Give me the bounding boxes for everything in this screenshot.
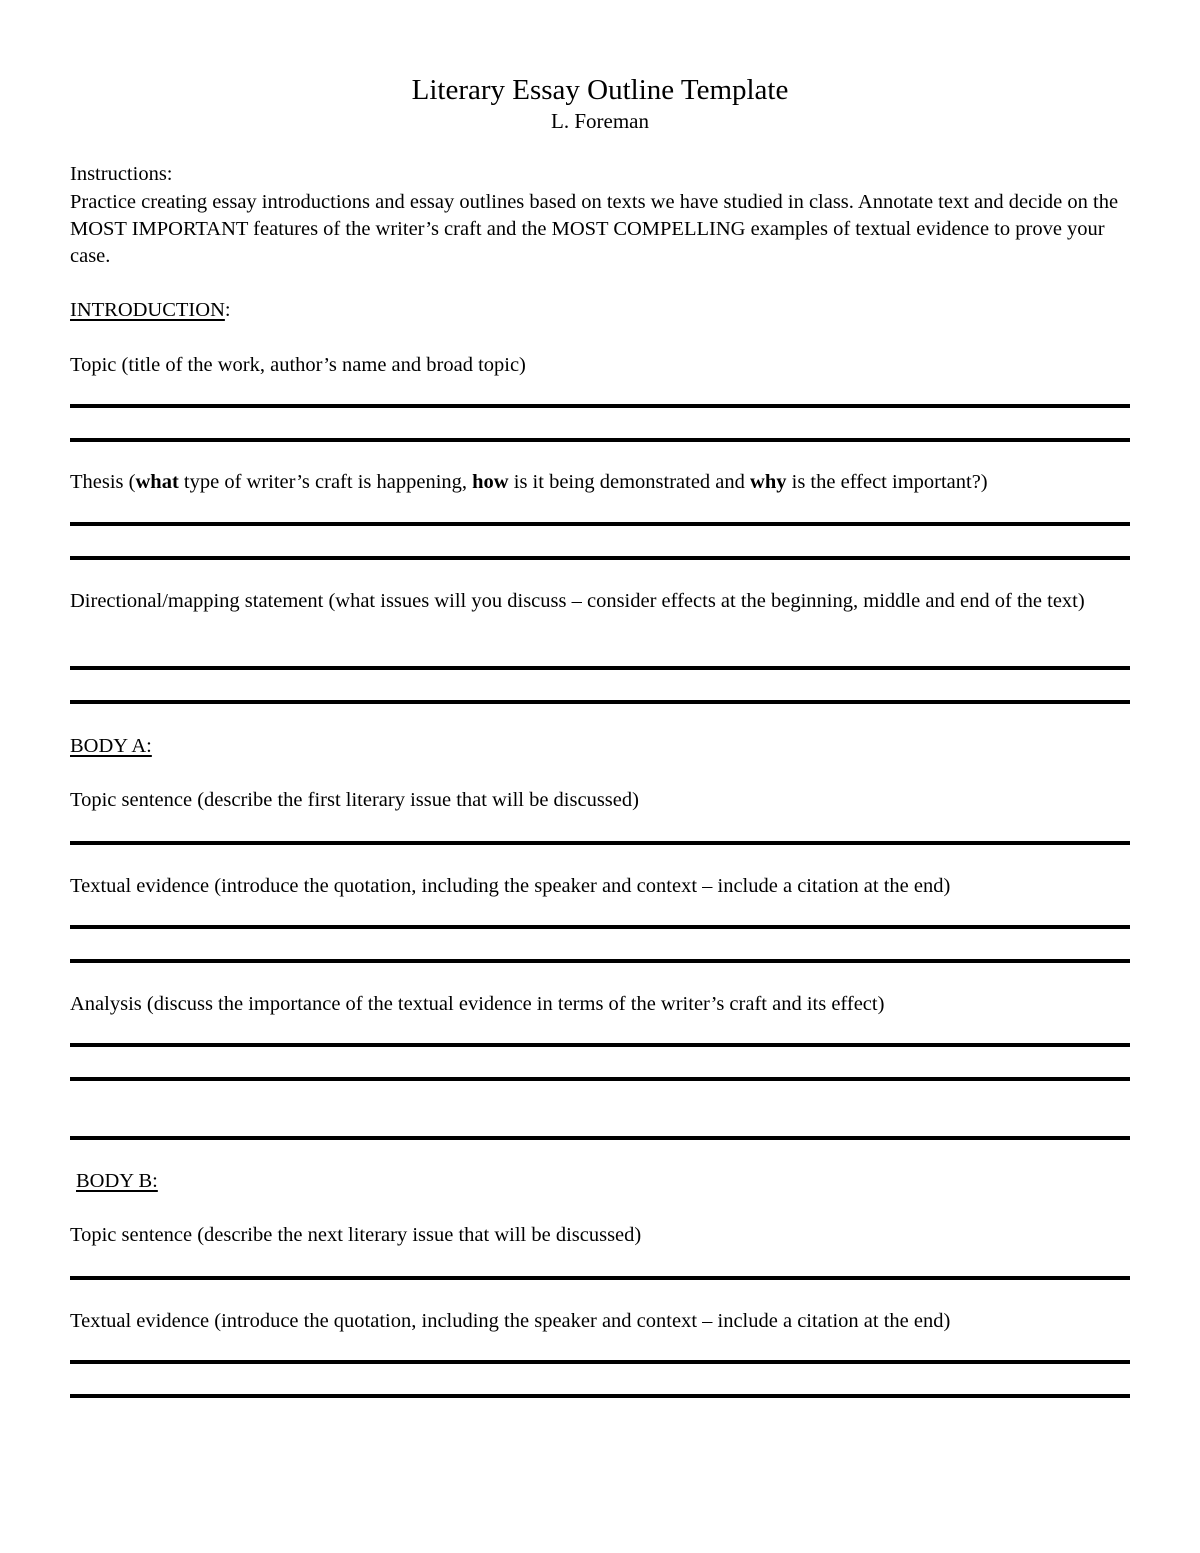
body-a-analysis-prompt: Analysis (discuss the importance of the textual evidence in terms of the writer’s craft and its effect): [70, 993, 885, 1015]
thesis-why: why: [750, 471, 787, 493]
thesis-part2: is it being demonstrated and: [508, 471, 751, 493]
directional-prompt: Directional/mapping statement (what issues will you discuss – consider effects at the beginning, middle and end of the text): [70, 590, 1085, 612]
body-a-evidence-answer-line-2[interactable]: [70, 959, 1130, 963]
introduction-heading-colon: :: [224, 299, 231, 321]
body-b-heading: BODY B:: [76, 1170, 158, 1192]
thesis-how: how: [472, 471, 509, 493]
body-a-analysis-answer-line-1[interactable]: [70, 1043, 1130, 1047]
page-title: Literary Essay Outline Template: [411, 74, 789, 106]
introduction-heading: [70, 297, 231, 324]
thesis-open: Thesis (: [70, 471, 136, 493]
instructions-label: Instructions:: [70, 163, 173, 185]
topic-answer-line-1[interactable]: [70, 404, 1130, 408]
body-b-evidence-answer-line-2[interactable]: [70, 1394, 1130, 1398]
body-a-analysis-answer-line-3[interactable]: [70, 1136, 1130, 1140]
body-a-topic-prompt: Topic sentence (describe the first literary issue that will be discussed): [70, 789, 639, 811]
topic-prompt: Topic (title of the work, author’s name and broad topic): [70, 354, 526, 376]
introduction-heading-label: INTRODUCTION: [70, 299, 225, 321]
directional-answer-line-2[interactable]: [70, 700, 1130, 704]
body-b-evidence-prompt: Textual evidence (introduce the quotation, including the speaker and context – include a citation at the end): [70, 1310, 951, 1332]
body-a-analysis-answer-line-2[interactable]: [70, 1077, 1130, 1081]
thesis-part3: is the effect important?): [786, 471, 988, 493]
author-name: L. Foreman: [551, 109, 649, 133]
instructions-text: Practice creating essay introductions and essay outlines based on texts we have studied in class. Annotate text and decide on the MOST IMPORTANT features of the writer’s craft and the MOST COMPELLING examples of textual evidence to prove your case.: [70, 191, 1119, 267]
body-b-topic-answer-line[interactable]: [70, 1276, 1130, 1280]
body-a-topic-answer-line[interactable]: [70, 841, 1130, 845]
body-a-evidence-prompt: Textual evidence (introduce the quotation, including the speaker and context – include a citation at the end): [70, 875, 951, 897]
body-a-evidence-answer-line-1[interactable]: [70, 925, 1130, 929]
thesis-answer-line-1[interactable]: [70, 522, 1130, 526]
thesis-prompt: [70, 469, 988, 496]
thesis-answer-line-2[interactable]: [70, 556, 1130, 560]
directional-answer-line-1[interactable]: [70, 666, 1130, 670]
body-b-topic-prompt: Topic sentence (describe the next literary issue that will be discussed): [70, 1224, 642, 1246]
topic-answer-line-2[interactable]: [70, 438, 1130, 442]
thesis-what: what: [135, 471, 179, 493]
thesis-part1: type of writer’s craft is happening,: [178, 471, 473, 493]
body-b-evidence-answer-line-1[interactable]: [70, 1360, 1130, 1364]
body-a-heading: BODY A:: [70, 735, 152, 757]
